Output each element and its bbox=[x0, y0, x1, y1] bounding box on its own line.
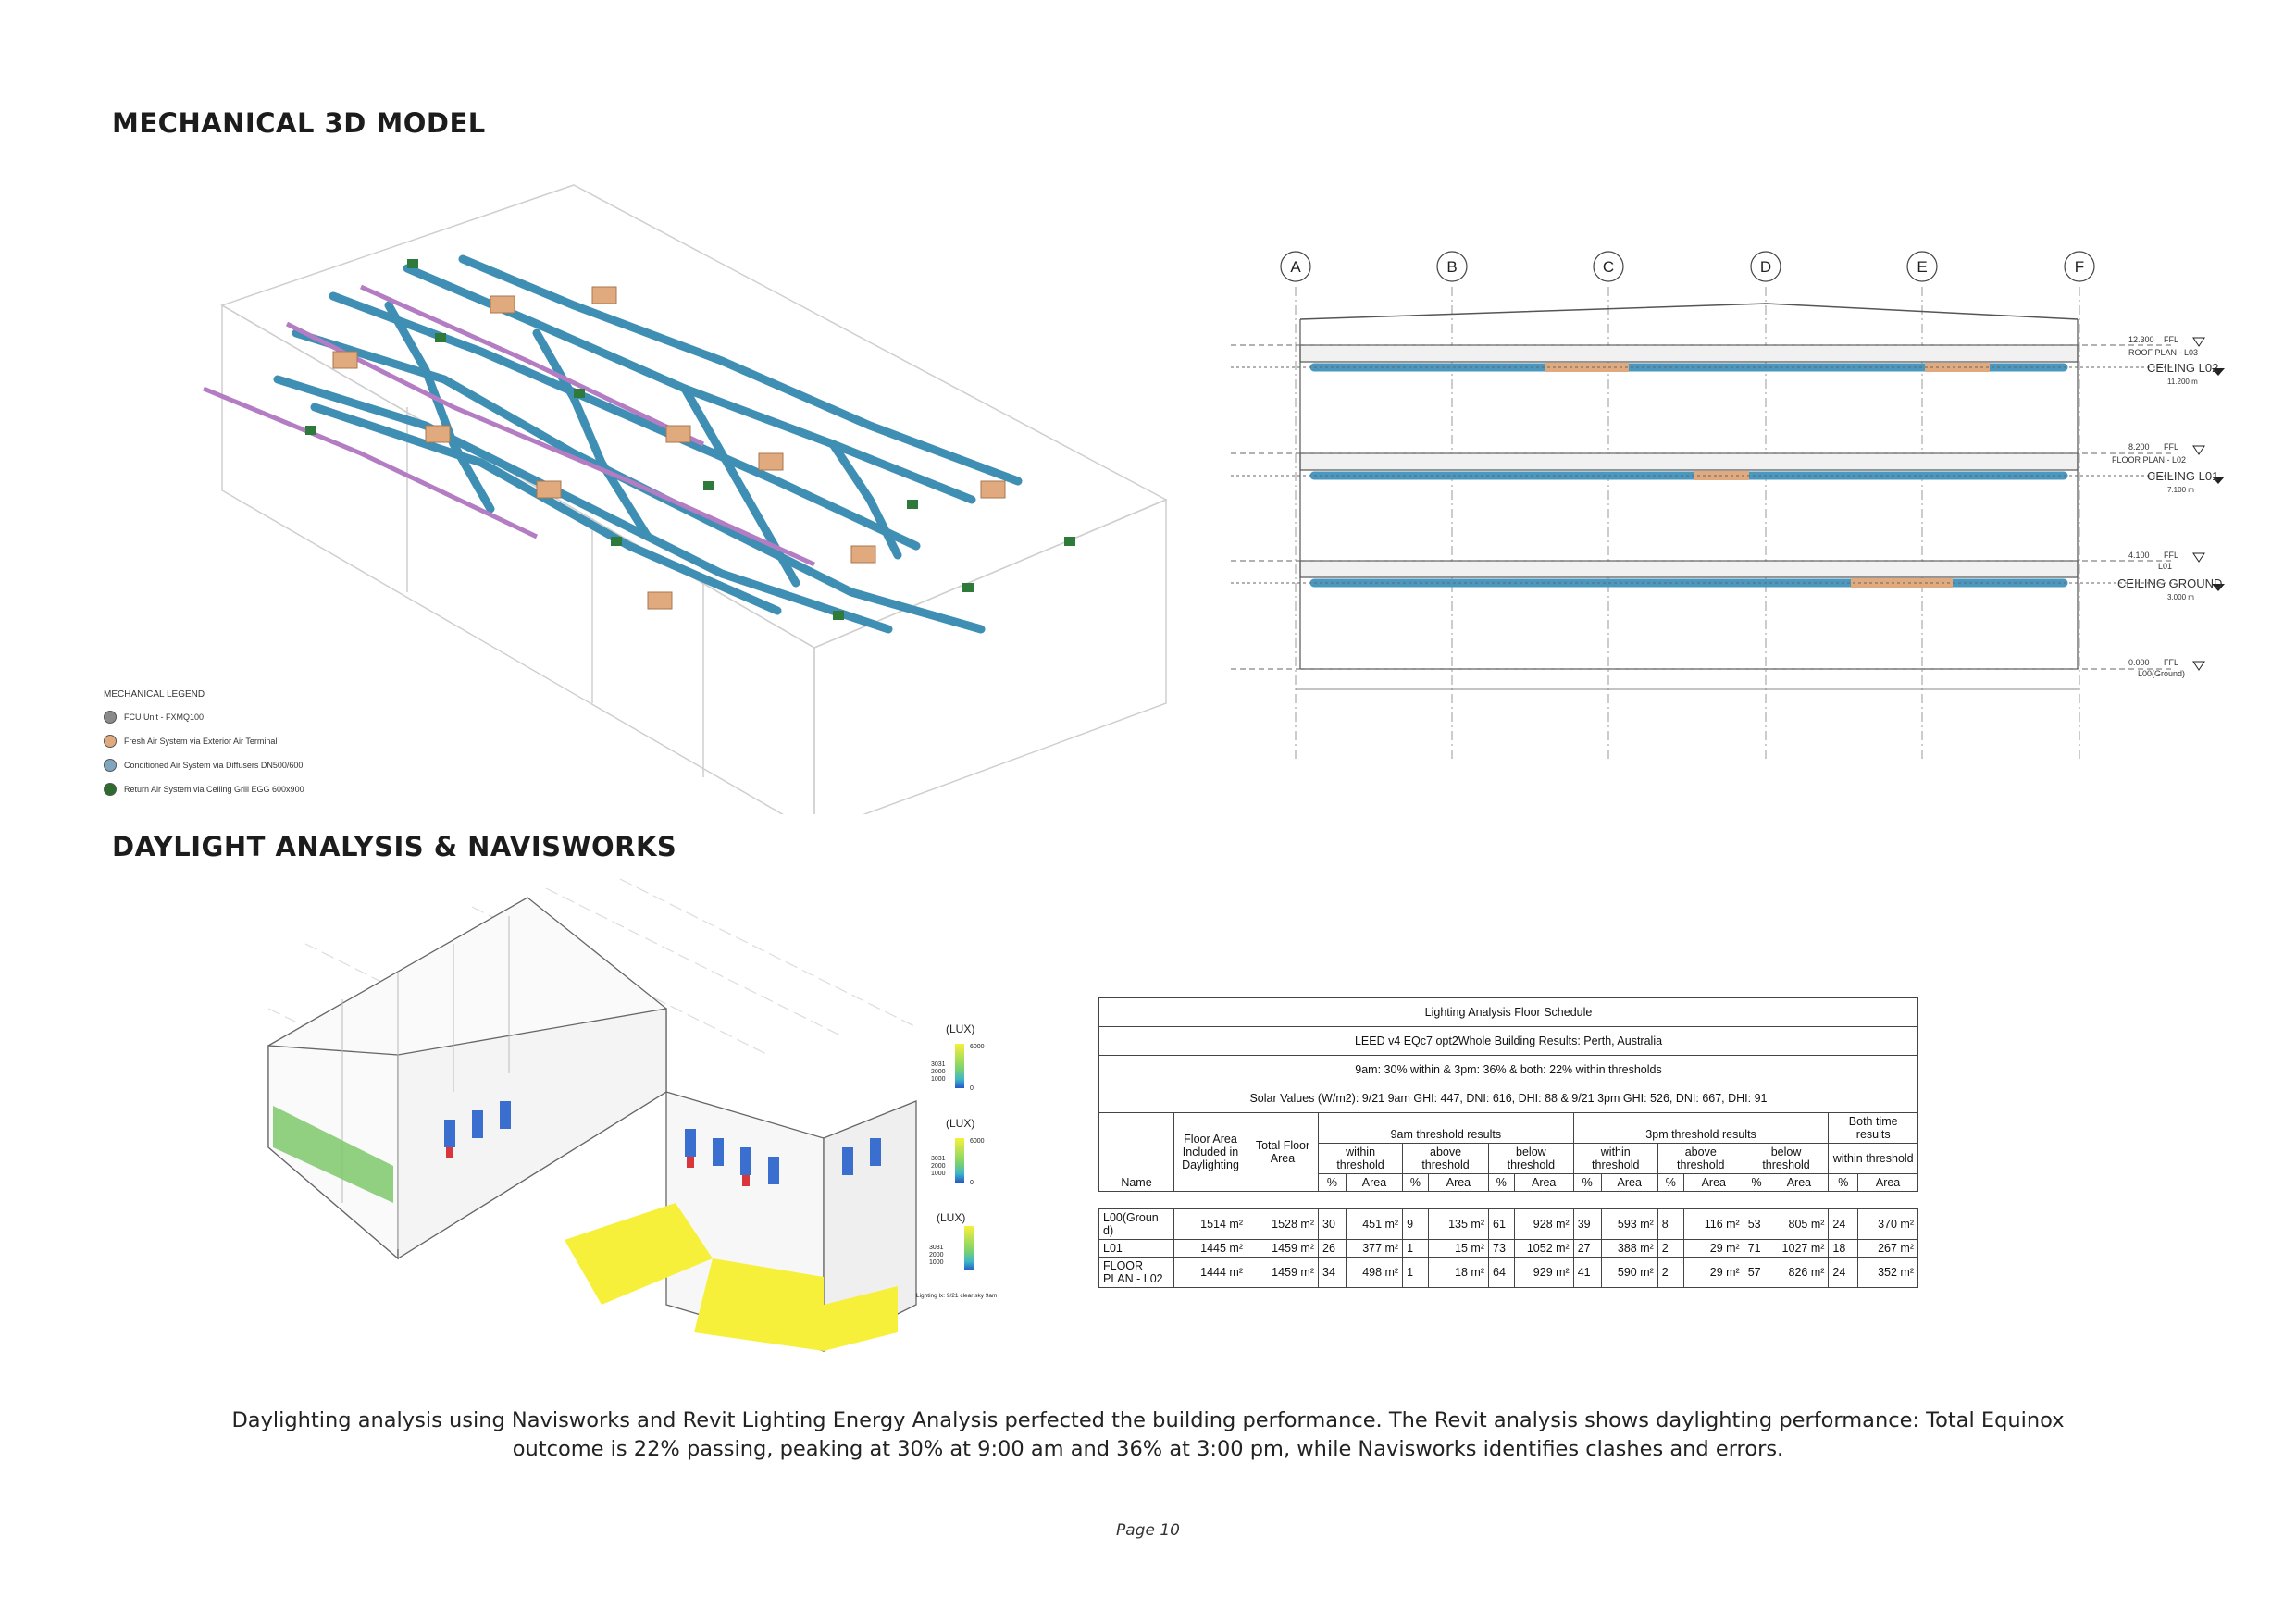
row-am-above-pct: 9 bbox=[1403, 1209, 1429, 1240]
header-pct: % bbox=[1319, 1174, 1347, 1192]
row-pm-within-pct: 41 bbox=[1573, 1258, 1601, 1288]
ceiling-label-ground: CEILING GROUND bbox=[2117, 576, 2223, 590]
level-value-l02: 8.200 bbox=[2128, 442, 2150, 452]
row-pm-above-area: 116 m² bbox=[1683, 1209, 1744, 1240]
level-name-l02: FLOOR PLAN - L02 bbox=[2112, 455, 2187, 465]
header-pm-above: above threshold bbox=[1657, 1144, 1744, 1174]
level-name-l00: L00(Ground) bbox=[2138, 669, 2186, 678]
caption-line-1: Daylighting analysis using Navisworks and Revit Lighting Energy Analysis perfected the building performance. The Revit analysis shows daylighting performance: Total Equinox bbox=[231, 1408, 2065, 1432]
schedule-solar: Solar Values (W/m2): 9/21 9am GHI: 447, DNI: 616, DHI: 88 & 9/21 3pm GHI: 526, DNI: 667, DHI: 91 bbox=[1099, 1084, 1918, 1113]
header-am-below: below threshold bbox=[1489, 1144, 1574, 1174]
daylight-3d-model-image bbox=[250, 870, 1046, 1388]
legend-swatch-conditioned-air bbox=[104, 759, 117, 772]
header-area: Area bbox=[1428, 1174, 1488, 1192]
row-floor-area: 1445 m² bbox=[1174, 1240, 1247, 1258]
ceiling-height-l01: 7.100 m bbox=[2167, 486, 2194, 494]
legend-item-fresh-air bbox=[104, 735, 304, 748]
schedule-subtitle: LEED v4 EQc7 opt2Whole Building Results: Perth, Australia bbox=[1099, 1027, 1918, 1056]
lux-max-2: 6000 bbox=[970, 1138, 985, 1145]
row-am-below-area: 929 m² bbox=[1514, 1258, 1573, 1288]
schedule-summary-row bbox=[1099, 1056, 1918, 1084]
row-am-below-pct: 61 bbox=[1489, 1209, 1515, 1240]
lux-unit-1: (LUX) bbox=[946, 1022, 975, 1035]
grid-label-a: A bbox=[1290, 258, 1301, 276]
header-pct: % bbox=[1403, 1174, 1429, 1192]
lux-caption: Lighting lx: 9/21 clear sky 9am bbox=[916, 1293, 998, 1299]
lux-mid-b-1: 2000 bbox=[931, 1069, 946, 1075]
row-am-above-area: 18 m² bbox=[1428, 1258, 1488, 1288]
level-value-l03: 12.300 bbox=[2128, 335, 2154, 344]
row-am-within-pct: 34 bbox=[1319, 1258, 1347, 1288]
row-name: L01 bbox=[1099, 1240, 1174, 1258]
lux-mid-b-2: 2000 bbox=[931, 1163, 946, 1170]
schedule-spacer bbox=[1099, 1192, 1918, 1209]
row-pm-within-area: 593 m² bbox=[1601, 1209, 1657, 1240]
ceiling-label-l02: CEILING L02 bbox=[2147, 361, 2219, 375]
grid-label-d: D bbox=[1759, 258, 1772, 276]
level-ffl-l03: FFL bbox=[2164, 335, 2179, 344]
lux-mid-a-2: 3031 bbox=[931, 1156, 946, 1162]
header-total-area: Total Floor Area bbox=[1247, 1113, 1319, 1192]
lux-unit-2: (LUX) bbox=[946, 1117, 975, 1130]
header-pct: % bbox=[1744, 1174, 1769, 1192]
row-pm-within-pct: 27 bbox=[1573, 1240, 1601, 1258]
header-pct: % bbox=[1489, 1174, 1515, 1192]
lux-unit-3: (LUX) bbox=[937, 1211, 966, 1224]
mechanical-section-drawing bbox=[1212, 241, 2240, 768]
table-row bbox=[1099, 1240, 1918, 1258]
level-ffl-l00: FFL bbox=[2164, 658, 2179, 667]
header-am-above: above threshold bbox=[1403, 1144, 1489, 1174]
caption-line-2: outcome is 22% passing, peaking at 30% at 9:00 am and 36% at 3:00 pm, while Navisworks identifies clashes and errors. bbox=[512, 1437, 1784, 1461]
legend-title: MECHANICAL LEGEND bbox=[104, 689, 205, 700]
row-pm-below-pct: 53 bbox=[1744, 1209, 1769, 1240]
legend-label-fresh-air: Fresh Air System via Exterior Air Terminal bbox=[124, 737, 278, 746]
level-value-l01: 4.100 bbox=[2128, 551, 2150, 560]
schedule-subtitle-row bbox=[1099, 1027, 1918, 1056]
row-pm-below-area: 1027 m² bbox=[1769, 1240, 1829, 1258]
header-name: Name bbox=[1099, 1113, 1174, 1192]
header-area: Area bbox=[1346, 1174, 1402, 1192]
table-row bbox=[1099, 1209, 1918, 1240]
level-name-l03: ROOF PLAN - L03 bbox=[2128, 348, 2199, 357]
row-am-within-pct: 26 bbox=[1319, 1240, 1347, 1258]
header-area: Area bbox=[1858, 1174, 1918, 1192]
row-am-above-pct: 1 bbox=[1403, 1258, 1429, 1288]
ceiling-height-l02: 11.200 m bbox=[2167, 378, 2198, 386]
row-pm-above-pct: 2 bbox=[1657, 1258, 1683, 1288]
row-am-below-area: 928 m² bbox=[1514, 1209, 1573, 1240]
grid-label-f: F bbox=[2074, 258, 2085, 276]
row-pm-within-area: 590 m² bbox=[1601, 1258, 1657, 1288]
row-both-area: 267 m² bbox=[1858, 1240, 1918, 1258]
row-am-below-pct: 64 bbox=[1489, 1258, 1515, 1288]
schedule-header-row-1 bbox=[1099, 1113, 1918, 1144]
lux-mid-a-1: 3031 bbox=[931, 1061, 946, 1068]
section-title-daylight: DAYLIGHT ANALYSIS & NAVISWORKS bbox=[112, 831, 677, 862]
row-am-within-pct: 30 bbox=[1319, 1209, 1347, 1240]
row-pm-above-area: 29 m² bbox=[1683, 1258, 1744, 1288]
row-both-pct: 24 bbox=[1829, 1258, 1858, 1288]
row-am-below-area: 1052 m² bbox=[1514, 1240, 1573, 1258]
header-area: Area bbox=[1601, 1174, 1657, 1192]
level-ffl-l01: FFL bbox=[2164, 551, 2179, 560]
schedule-solar-row bbox=[1099, 1084, 1918, 1113]
row-both-pct: 24 bbox=[1829, 1209, 1858, 1240]
lux-mid-b-3: 2000 bbox=[929, 1252, 944, 1258]
grid-label-b: B bbox=[1446, 258, 1458, 276]
row-pm-above-pct: 8 bbox=[1657, 1209, 1683, 1240]
header-area: Area bbox=[1769, 1174, 1829, 1192]
row-am-above-pct: 1 bbox=[1403, 1240, 1429, 1258]
schedule-summary: 9am: 30% within & 3pm: 36% & both: 22% within thresholds bbox=[1099, 1056, 1918, 1084]
row-am-above-area: 135 m² bbox=[1428, 1209, 1488, 1240]
lighting-schedule-table bbox=[1098, 997, 1918, 1288]
ceiling-height-ground: 3.000 m bbox=[2167, 593, 2194, 601]
page-number: Page 10 bbox=[1116, 1521, 1180, 1540]
header-both-within: within threshold bbox=[1829, 1144, 1918, 1174]
row-pm-below-area: 805 m² bbox=[1769, 1209, 1829, 1240]
row-pm-within-area: 388 m² bbox=[1601, 1240, 1657, 1258]
header-3pm: 3pm threshold results bbox=[1573, 1113, 1829, 1144]
lux-mid-a-3: 3031 bbox=[929, 1245, 944, 1251]
legend-label-conditioned-air: Conditioned Air System via Diffusers DN500/600 bbox=[124, 761, 304, 770]
schedule-spacer-row bbox=[1099, 1192, 1918, 1209]
level-name-l01: L01 bbox=[2158, 562, 2173, 571]
row-name: FLOOR PLAN - L02 bbox=[1099, 1258, 1174, 1288]
row-am-below-pct: 73 bbox=[1489, 1240, 1515, 1258]
row-both-area: 370 m² bbox=[1858, 1209, 1918, 1240]
lux-mid-c-2: 1000 bbox=[931, 1171, 946, 1177]
lux-max-1: 6000 bbox=[970, 1044, 985, 1050]
level-ffl-l02: FFL bbox=[2164, 442, 2179, 452]
legend-label-return-air: Return Air System via Ceiling Grill EGG 600x900 bbox=[124, 785, 304, 794]
legend-swatch-fresh-air bbox=[104, 735, 117, 748]
row-both-pct: 18 bbox=[1829, 1240, 1858, 1258]
row-both-area: 352 m² bbox=[1858, 1258, 1918, 1288]
row-am-above-area: 15 m² bbox=[1428, 1240, 1488, 1258]
row-pm-above-area: 29 m² bbox=[1683, 1240, 1744, 1258]
table-row bbox=[1099, 1258, 1918, 1288]
mechanical-legend bbox=[104, 689, 304, 796]
grid-label-e: E bbox=[1917, 258, 1928, 276]
legend-item-conditioned-air bbox=[104, 759, 304, 772]
header-pm-within: within threshold bbox=[1573, 1144, 1657, 1174]
ceiling-label-l01: CEILING L01 bbox=[2147, 469, 2219, 483]
legend-item-fcu bbox=[104, 711, 304, 724]
row-am-within-area: 377 m² bbox=[1346, 1240, 1402, 1258]
legend-swatch-fcu bbox=[104, 711, 117, 724]
lux-mid-c-1: 1000 bbox=[931, 1076, 946, 1083]
lux-mid-c-3: 1000 bbox=[929, 1259, 944, 1266]
header-area: Area bbox=[1514, 1174, 1573, 1192]
header-pct: % bbox=[1573, 1174, 1601, 1192]
row-am-within-area: 498 m² bbox=[1346, 1258, 1402, 1288]
level-value-l00: 0.000 bbox=[2128, 658, 2150, 667]
legend-swatch-return-air bbox=[104, 783, 117, 796]
section-title-mechanical: MECHANICAL 3D MODEL bbox=[112, 107, 486, 139]
lux-min-2: 0 bbox=[970, 1180, 974, 1186]
row-pm-within-pct: 39 bbox=[1573, 1209, 1601, 1240]
row-pm-below-pct: 57 bbox=[1744, 1258, 1769, 1288]
header-floor-area: Floor Area Included in Daylighting bbox=[1174, 1113, 1247, 1192]
row-name: L00(Groun d) bbox=[1099, 1209, 1174, 1240]
row-am-within-area: 451 m² bbox=[1346, 1209, 1402, 1240]
row-pm-above-pct: 2 bbox=[1657, 1240, 1683, 1258]
row-floor-area: 1444 m² bbox=[1174, 1258, 1247, 1288]
header-pct: % bbox=[1829, 1174, 1858, 1192]
row-floor-area: 1514 m² bbox=[1174, 1209, 1247, 1240]
header-pct: % bbox=[1657, 1174, 1683, 1192]
row-total-area: 1459 m² bbox=[1247, 1240, 1319, 1258]
legend-label-fcu: FCU Unit - FXMQ100 bbox=[124, 712, 205, 722]
header-pm-below: below threshold bbox=[1744, 1144, 1829, 1174]
grid-label-c: C bbox=[1602, 258, 1615, 276]
lux-min-1: 0 bbox=[970, 1085, 974, 1092]
header-both: Both time results bbox=[1829, 1113, 1918, 1144]
row-total-area: 1528 m² bbox=[1247, 1209, 1319, 1240]
header-9am: 9am threshold results bbox=[1319, 1113, 1574, 1144]
legend-item-return-air bbox=[104, 783, 304, 796]
row-pm-below-pct: 71 bbox=[1744, 1240, 1769, 1258]
schedule-title: Lighting Analysis Floor Schedule bbox=[1099, 998, 1918, 1027]
schedule-title-row bbox=[1099, 998, 1918, 1027]
row-pm-below-area: 826 m² bbox=[1769, 1258, 1829, 1288]
header-area: Area bbox=[1683, 1174, 1744, 1192]
row-total-area: 1459 m² bbox=[1247, 1258, 1319, 1288]
caption-paragraph bbox=[167, 1406, 2129, 1464]
header-am-within: within threshold bbox=[1319, 1144, 1403, 1174]
